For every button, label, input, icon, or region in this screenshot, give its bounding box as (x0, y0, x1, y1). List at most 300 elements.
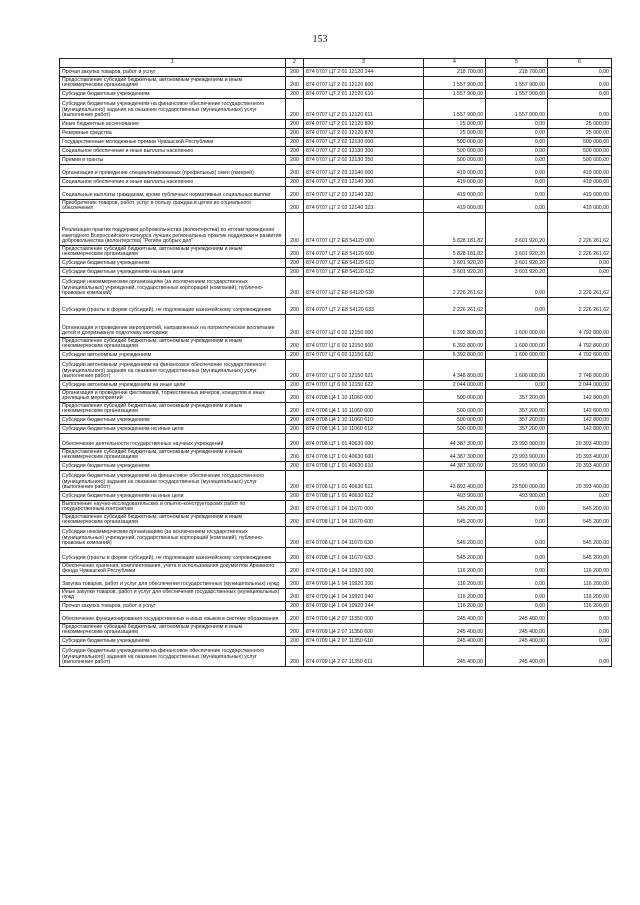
row-line-code-cell: 200 (286, 259, 304, 268)
row-name-cell: Реализация практик поддержки добровольчества (волонтерства) по итогам проведения ежегодного Всероссийского конкурса лучших региональных практик поддержки и развития добровольчества (волонтерства) "Регион добрых дел" (60, 213, 286, 246)
table-row (60, 246, 612, 259)
row-line-code-cell: 200 (286, 268, 304, 277)
row-remaining-cell: 116 200,00 (548, 589, 612, 602)
row-remaining-cell: 0,00 (548, 492, 612, 501)
row-plan-cell: 545 200,00 (424, 514, 486, 527)
table-row (60, 462, 612, 471)
row-executed-cell: 0,00 (486, 501, 548, 514)
row-remaining-cell: 0,00 (548, 611, 612, 624)
row-plan-cell: 2 044 000,00 (424, 381, 486, 390)
row-name-cell: Обеспечение хранения, комплектования, учета и использования документов Архивного фонда Чувашской Республики (60, 563, 286, 576)
row-remaining-cell: 2 226 261,62 (548, 246, 612, 259)
row-plan-cell: 25 000,00 (424, 129, 486, 138)
row-executed-cell: 0,00 (486, 165, 548, 178)
row-name-cell: Субсидии бюджетным учреждениям (60, 416, 286, 425)
table-row (60, 471, 612, 492)
row-budget-code-cell: 874 0707 Ц7 2 01 12120 244 (304, 68, 424, 77)
page-number: 153 (312, 34, 328, 45)
row-remaining-cell: 500 000,00 (548, 156, 612, 165)
row-executed-cell: 357 200,00 (486, 416, 548, 425)
row-name-cell: Субсидии бюджетным учреждениям на финансовое обеспечение государственного (муниципального) задания на оказание государственных (муниципальных) услуг (выполнение работ) (60, 646, 286, 667)
row-plan-cell: 6 392 800,00 (424, 338, 486, 351)
column-header: 3 (304, 59, 424, 68)
row-executed-cell: 1 600 000,00 (486, 360, 548, 381)
table-row (60, 527, 612, 548)
row-plan-cell: 5 828 181,82 (424, 246, 486, 259)
row-budget-code-cell: 874 0709 Ц4 2 07 11350 600 (304, 624, 424, 637)
row-executed-cell: 23 993 900,00 (486, 434, 548, 449)
row-line-code-cell: 200 (286, 338, 304, 351)
row-budget-code-cell: 874 0708 Ц7 1 01 40630 612 (304, 492, 424, 501)
row-name-cell: Резервные средства (60, 129, 286, 138)
row-executed-cell: 0,00 (486, 147, 548, 156)
row-line-code-cell: 200 (286, 147, 304, 156)
row-budget-code-cell: 874 0707 Ц7 2 01 12120 610 (304, 90, 424, 99)
row-budget-code-cell: 874 0707 Ц7 6 02 12150 621 (304, 360, 424, 381)
row-line-code-cell: 200 (286, 90, 304, 99)
row-plan-cell: 419 000,00 (424, 165, 486, 178)
row-remaining-cell: 20 393 400,00 (548, 471, 612, 492)
table-row (60, 381, 612, 390)
row-remaining-cell: 142 800,00 (548, 390, 612, 403)
row-plan-cell: 25 000,00 (424, 120, 486, 129)
row-remaining-cell: 545 200,00 (548, 514, 612, 527)
row-remaining-cell: 545 200,00 (548, 548, 612, 563)
table-row (60, 624, 612, 637)
row-plan-cell: 1 557 900,00 (424, 77, 486, 90)
row-plan-cell: 245 400,00 (424, 637, 486, 646)
row-executed-cell: 0,00 (486, 514, 548, 527)
row-line-code-cell: 200 (286, 403, 304, 416)
table-row (60, 187, 612, 200)
row-executed-cell: 0,00 (486, 381, 548, 390)
row-budget-code-cell: 874 0707 Ц7 2 E8 54120 612 (304, 268, 424, 277)
row-line-code-cell: 200 (286, 187, 304, 200)
row-name-cell: Закупка товаров, работ и услуг для обеспечения государственных (муниципальных) нужд (60, 576, 286, 589)
row-remaining-cell: 25 000,00 (548, 120, 612, 129)
row-name-cell: Социальное обеспечение и иные выплаты населению (60, 178, 286, 187)
row-budget-code-cell: 874 0707 Ц7 2 01 12120 800 (304, 120, 424, 129)
row-name-cell: Обеспечение функционирования государственных и иных языков в системе образования (60, 611, 286, 624)
table-row (60, 501, 612, 514)
row-remaining-cell: 116 200,00 (548, 576, 612, 589)
row-line-code-cell: 200 (286, 548, 304, 563)
row-executed-cell: 1 557 900,00 (486, 90, 548, 99)
row-plan-cell: 500 000,00 (424, 138, 486, 147)
row-executed-cell: 1 600 000,00 (486, 338, 548, 351)
row-name-cell: Субсидии бюджетным учреждениям (60, 259, 286, 268)
column-header: 5 (486, 59, 548, 68)
row-executed-cell: 0,00 (486, 120, 548, 129)
row-budget-code-cell: 874 0708 Ц7 1 01 40630 000 (304, 434, 424, 449)
row-executed-cell: 0,00 (486, 602, 548, 611)
row-executed-cell: 0,00 (486, 576, 548, 589)
table-row (60, 68, 612, 77)
table-row (60, 77, 612, 90)
row-remaining-cell: 2 226 261,62 (548, 213, 612, 246)
row-executed-cell: 1 557 900,00 (486, 77, 548, 90)
row-remaining-cell: 419 000,00 (548, 187, 612, 200)
row-budget-code-cell: 874 0708 Ц7 1 04 11670 000 (304, 501, 424, 514)
row-budget-code-cell: 874 0707 Ц7 6 02 12150 600 (304, 338, 424, 351)
row-plan-cell: 116 200,00 (424, 563, 486, 576)
table-row (60, 259, 612, 268)
table-row (60, 165, 612, 178)
row-budget-code-cell: 874 0709 Ц4 2 07 11350 000 (304, 611, 424, 624)
row-remaining-cell: 142 800,00 (548, 403, 612, 416)
row-name-cell: Субсидии автономным учреждениям на финансовое обеспечение государственного (муниципального) задания на оказание государственных (муниципальных) услуг (выполнение работ) (60, 360, 286, 381)
row-plan-cell: 218 700,00 (424, 68, 486, 77)
table-row (60, 90, 612, 99)
row-executed-cell: 0,00 (486, 548, 548, 563)
table-row (60, 390, 612, 403)
row-name-cell: Субсидии бюджетным учреждениям на иные цели (60, 425, 286, 434)
row-executed-cell: 357 200,00 (486, 390, 548, 403)
row-name-cell: Премии и гранты (60, 156, 286, 165)
row-executed-cell: 0,00 (486, 277, 548, 298)
row-remaining-cell: 2 748 800,00 (548, 360, 612, 381)
row-plan-cell: 419 000,00 (424, 178, 486, 187)
row-budget-code-cell: 874 0709 Ц4 1 04 10920 200 (304, 576, 424, 589)
row-name-cell: Субсидии бюджетным учреждениям на иные цели (60, 268, 286, 277)
row-plan-cell: 419 000,00 (424, 200, 486, 213)
row-name-cell: Прочая закупка товаров, работ и услуг (60, 602, 286, 611)
row-remaining-cell: 545 200,00 (548, 527, 612, 548)
table-row (60, 213, 612, 246)
row-remaining-cell: 25 000,00 (548, 129, 612, 138)
row-executed-cell: 23 500 000,00 (486, 471, 548, 492)
row-budget-code-cell: 874 0709 Ц4 1 04 10920 244 (304, 602, 424, 611)
row-budget-code-cell: 874 0708 Ц4 1 10 11060 610 (304, 416, 424, 425)
table-row (60, 268, 612, 277)
table-row (60, 611, 612, 624)
row-executed-cell: 0,00 (486, 138, 548, 147)
row-line-code-cell: 200 (286, 646, 304, 667)
row-line-code-cell: 200 (286, 576, 304, 589)
table-row (60, 514, 612, 527)
row-plan-cell: 500 000,00 (424, 416, 486, 425)
row-remaining-cell: 419 000,00 (548, 200, 612, 213)
row-plan-cell: 545 200,00 (424, 501, 486, 514)
row-name-cell: Субсидии (гранты в форме субсидий), не подлежащие казначейскому сопровождению (60, 548, 286, 563)
row-remaining-cell: 419 000,00 (548, 178, 612, 187)
row-line-code-cell: 200 (286, 200, 304, 213)
row-executed-cell: 1 600 000,00 (486, 315, 548, 338)
row-remaining-cell: 2 226 261,62 (548, 277, 612, 298)
row-executed-cell: 3 601 920,20 (486, 259, 548, 268)
row-budget-code-cell: 874 0707 Ц7 2 03 12140 300 (304, 178, 424, 187)
table-row (60, 646, 612, 667)
row-plan-cell: 2 226 261,62 (424, 298, 486, 315)
table-row (60, 589, 612, 602)
row-name-cell: Государственные молодежные премии Чувашской Республики (60, 138, 286, 147)
row-executed-cell: 245 400,00 (486, 646, 548, 667)
row-plan-cell: 116 200,00 (424, 589, 486, 602)
row-line-code-cell: 200 (286, 120, 304, 129)
table-row (60, 200, 612, 213)
row-name-cell: Организация и проведение фестивалей, торжественных вечеров, концертов и иных зрелищных мероприятий (60, 390, 286, 403)
row-executed-cell: 0,00 (486, 563, 548, 576)
table-row (60, 434, 612, 449)
row-remaining-cell: 0,00 (548, 77, 612, 90)
row-line-code-cell: 200 (286, 462, 304, 471)
row-budget-code-cell: 874 0708 Ц7 1 01 40630 611 (304, 471, 424, 492)
row-line-code-cell: 200 (286, 156, 304, 165)
row-remaining-cell: 142 800,00 (548, 416, 612, 425)
row-line-code-cell: 200 (286, 514, 304, 527)
row-line-code-cell: 200 (286, 563, 304, 576)
row-executed-cell: 0,00 (486, 298, 548, 315)
table-row (60, 147, 612, 156)
table-row (60, 602, 612, 611)
row-name-cell: Предоставление субсидий бюджетным, автономным учреждениям и иным некоммерческим организациям (60, 624, 286, 637)
row-name-cell: Предоставление субсидий бюджетным, автономным учреждениям и иным некоммерческим организациям (60, 338, 286, 351)
row-remaining-cell: 2 226 261,62 (548, 298, 612, 315)
column-header: 4 (424, 59, 486, 68)
row-remaining-cell: 419 000,00 (548, 165, 612, 178)
row-line-code-cell: 200 (286, 138, 304, 147)
row-remaining-cell: 0,00 (548, 637, 612, 646)
row-remaining-cell: 500 000,00 (548, 138, 612, 147)
row-remaining-cell: 0,00 (548, 90, 612, 99)
table-row (60, 129, 612, 138)
table-row (60, 403, 612, 416)
row-plan-cell: 500 000,00 (424, 147, 486, 156)
row-executed-cell: 0,00 (486, 178, 548, 187)
row-line-code-cell: 200 (286, 360, 304, 381)
row-executed-cell: 3 601 920,20 (486, 268, 548, 277)
row-name-cell: Обеспечение деятельности государственных научных учреждений (60, 434, 286, 449)
row-plan-cell: 245 400,00 (424, 624, 486, 637)
row-plan-cell: 245 400,00 (424, 611, 486, 624)
row-name-cell: Прочая закупка товаров, работ и услуг (60, 68, 286, 77)
row-budget-code-cell: 874 0707 Ц7 2 E8 54120 600 (304, 246, 424, 259)
row-remaining-cell: 0,00 (548, 646, 612, 667)
row-plan-cell: 3 601 920,20 (424, 259, 486, 268)
row-line-code-cell: 200 (286, 277, 304, 298)
row-executed-cell: 0,00 (486, 156, 548, 165)
table-row (60, 492, 612, 501)
table-row (60, 298, 612, 315)
row-budget-code-cell: 874 0707 Ц7 6 02 12150 000 (304, 315, 424, 338)
row-executed-cell: 493 900,00 (486, 492, 548, 501)
row-line-code-cell: 200 (286, 381, 304, 390)
column-header: 1 (60, 59, 286, 68)
row-budget-code-cell: 874 0707 Ц7 2 E8 54120 633 (304, 298, 424, 315)
row-name-cell: Иные закупки товаров, работ и услуг для обеспечения государственных (муниципальных) нужд (60, 589, 286, 602)
row-name-cell: Субсидии некоммерческим организациям (за исключением государственных (муниципальных) учреждений, государственных корпораций (компаний), публично-правовых компаний) (60, 527, 286, 548)
row-executed-cell: 0,00 (486, 129, 548, 138)
row-plan-cell: 545 200,00 (424, 527, 486, 548)
row-budget-code-cell: 874 0707 Ц7 6 02 12150 620 (304, 351, 424, 360)
row-name-cell: Субсидии некоммерческим организациям (за исключением государственных (муниципальных) учреждений, государственных корпораций (компаний), публично-правовых компаний) (60, 277, 286, 298)
row-plan-cell: 43 893 400,00 (424, 471, 486, 492)
table-row (60, 548, 612, 563)
row-name-cell: Субсидии автономным учреждениям на иные цели (60, 381, 286, 390)
table-row (60, 416, 612, 425)
row-remaining-cell: 2 044 000,00 (548, 381, 612, 390)
row-line-code-cell: 200 (286, 129, 304, 138)
row-name-cell: Субсидии бюджетным учреждениям на финансовое обеспечение государственного (муниципального) задания на оказание государственных (муниципальных) услуг (выполнение работ) (60, 99, 286, 120)
row-name-cell: Субсидии (гранты в форме субсидий), не подлежащие казначейскому сопровождению (60, 298, 286, 315)
row-name-cell: Социальное обеспечение и иные выплаты населению (60, 147, 286, 156)
table-row (60, 277, 612, 298)
row-executed-cell: 218 700,00 (486, 68, 548, 77)
row-name-cell: Субсидии бюджетным учреждениям на финансовое обеспечение государственного (муниципального) задания на оказание государственных (муниципальных) услуг (выполнение работ) (60, 471, 286, 492)
row-remaining-cell: 4 792 800,00 (548, 351, 612, 360)
row-executed-cell: 0,00 (486, 589, 548, 602)
row-name-cell: Субсидии автономным учреждениям (60, 351, 286, 360)
row-budget-code-cell: 874 0708 Ц7 1 04 11670 600 (304, 514, 424, 527)
row-plan-cell: 1 557 900,00 (424, 90, 486, 99)
row-remaining-cell: 20 393 400,00 (548, 434, 612, 449)
row-line-code-cell: 200 (286, 298, 304, 315)
row-executed-cell: 3 601 920,20 (486, 213, 548, 246)
row-name-cell: Субсидии бюджетным учреждениям (60, 637, 286, 646)
table-row (60, 576, 612, 589)
row-name-cell: Выполнение научно-исследовательских и опытно-конструкторских работ по государственным контрактам (60, 501, 286, 514)
row-line-code-cell: 200 (286, 390, 304, 403)
row-plan-cell: 44 387 300,00 (424, 434, 486, 449)
table-row (60, 156, 612, 165)
row-budget-code-cell: 874 0708 Ц7 1 01 40630 600 (304, 449, 424, 462)
row-line-code-cell: 200 (286, 416, 304, 425)
row-budget-code-cell: 874 0707 Ц7 2 03 12140 000 (304, 165, 424, 178)
row-budget-code-cell: 874 0708 Ц4 1 10 11060 612 (304, 425, 424, 434)
row-plan-cell: 3 601 920,20 (424, 268, 486, 277)
row-executed-cell: 357 200,00 (486, 425, 548, 434)
row-plan-cell: 500 000,00 (424, 156, 486, 165)
row-line-code-cell: 200 (286, 77, 304, 90)
row-line-code-cell: 200 (286, 434, 304, 449)
row-line-code-cell: 200 (286, 165, 304, 178)
row-plan-cell: 116 200,00 (424, 576, 486, 589)
table-row (60, 351, 612, 360)
row-name-cell: Иные бюджетные ассигнования (60, 120, 286, 129)
row-name-cell: Предоставление субсидий бюджетным, автономным учреждениям и иным некоммерческим организациям (60, 449, 286, 462)
row-remaining-cell: 4 792 800,00 (548, 315, 612, 338)
row-remaining-cell: 20 393 400,00 (548, 462, 612, 471)
table-row (60, 138, 612, 147)
row-budget-code-cell: 874 0709 Ц4 2 07 11350 610 (304, 637, 424, 646)
row-line-code-cell: 200 (286, 99, 304, 120)
row-budget-code-cell: 874 0707 Ц7 2 03 12140 320 (304, 187, 424, 200)
row-plan-cell: 545 200,00 (424, 548, 486, 563)
row-line-code-cell: 200 (286, 213, 304, 246)
row-name-cell: Предоставление субсидий бюджетным, автономным учреждениям и иным некоммерческим организациям (60, 246, 286, 259)
table-row (60, 338, 612, 351)
row-remaining-cell: 142 800,00 (548, 425, 612, 434)
row-executed-cell: 23 993 900,00 (486, 449, 548, 462)
table-row (60, 449, 612, 462)
table-row (60, 120, 612, 129)
row-plan-cell: 5 828 181,82 (424, 213, 486, 246)
table-row (60, 425, 612, 434)
row-budget-code-cell: 874 0707 Ц7 2 E8 54120 630 (304, 277, 424, 298)
row-line-code-cell: 200 (286, 611, 304, 624)
row-executed-cell: 3 601 920,20 (486, 246, 548, 259)
row-budget-code-cell: 874 0708 Ц7 1 04 11670 633 (304, 548, 424, 563)
column-header: 2 (286, 59, 304, 68)
row-name-cell: Социальные выплаты гражданам, кроме публичных нормативных социальных выплат (60, 187, 286, 200)
row-plan-cell: 419 000,00 (424, 187, 486, 200)
row-remaining-cell: 0,00 (548, 624, 612, 637)
row-plan-cell: 245 400,00 (424, 646, 486, 667)
row-line-code-cell: 200 (286, 315, 304, 338)
row-budget-code-cell: 874 0707 Ц7 2 02 12130 350 (304, 156, 424, 165)
row-plan-cell: 2 226 261,62 (424, 277, 486, 298)
row-line-code-cell: 200 (286, 68, 304, 77)
row-plan-cell: 493 900,00 (424, 492, 486, 501)
row-remaining-cell: 545 200,00 (548, 501, 612, 514)
row-plan-cell: 500 000,00 (424, 403, 486, 416)
table-body (60, 68, 612, 667)
row-executed-cell: 1 557 900,00 (486, 99, 548, 120)
row-name-cell: Предоставление субсидий бюджетным, автономным учреждениям и иным некоммерческим организациям (60, 514, 286, 527)
row-budget-code-cell: 874 0708 Ц7 1 01 40630 610 (304, 462, 424, 471)
row-line-code-cell: 200 (286, 527, 304, 548)
row-remaining-cell: 116 200,00 (548, 602, 612, 611)
row-budget-code-cell: 874 0707 Ц7 2 E8 54120 000 (304, 213, 424, 246)
row-name-cell: Предоставление субсидий бюджетным, автономным учреждениям и иным некоммерческим организациям (60, 77, 286, 90)
row-remaining-cell: 0,00 (548, 259, 612, 268)
row-budget-code-cell: 874 0707 Ц7 2 01 12120 870 (304, 129, 424, 138)
row-budget-code-cell: 874 0709 Ц4 1 04 10920 000 (304, 563, 424, 576)
row-line-code-cell: 200 (286, 637, 304, 646)
column-header: 6 (548, 59, 612, 68)
row-line-code-cell: 200 (286, 589, 304, 602)
row-line-code-cell: 200 (286, 602, 304, 611)
row-name-cell: Предоставление субсидий бюджетным, автономным учреждениям и иным некоммерческим организациям (60, 403, 286, 416)
row-name-cell: Субсидии бюджетным учреждениям (60, 90, 286, 99)
row-executed-cell: 357 200,00 (486, 403, 548, 416)
row-executed-cell: 0,00 (486, 187, 548, 200)
budget-table (59, 58, 612, 667)
row-line-code-cell: 200 (286, 449, 304, 462)
row-remaining-cell: 20 393 400,00 (548, 449, 612, 462)
row-name-cell: Приобретение товаров, работ, услуг в пользу граждан в целях их социального обеспечения (60, 200, 286, 213)
table-row (60, 99, 612, 120)
table-row (60, 360, 612, 381)
table-row (60, 315, 612, 338)
row-name-cell: Организация и проведение мероприятий, направленных на патриотическое воспитание детей и допризывную подготовку молодежи (60, 315, 286, 338)
row-plan-cell: 6 392 800,00 (424, 315, 486, 338)
row-line-code-cell: 200 (286, 492, 304, 501)
row-plan-cell: 1 557 900,00 (424, 99, 486, 120)
row-name-cell: Субсидии бюджетным учреждениям (60, 462, 286, 471)
row-line-code-cell: 200 (286, 246, 304, 259)
table-row (60, 637, 612, 646)
row-remaining-cell: 0,00 (548, 68, 612, 77)
row-line-code-cell: 200 (286, 425, 304, 434)
row-line-code-cell: 200 (286, 624, 304, 637)
row-executed-cell: 23 993 900,00 (486, 462, 548, 471)
row-plan-cell: 500 000,00 (424, 425, 486, 434)
row-plan-cell: 44 387 300,00 (424, 462, 486, 471)
row-remaining-cell: 116 200,00 (548, 563, 612, 576)
row-executed-cell: 0,00 (486, 200, 548, 213)
row-budget-code-cell: 874 0707 Ц7 6 02 12150 622 (304, 381, 424, 390)
table-row (60, 563, 612, 576)
row-name-cell: Субсидии бюджетным учреждениям на иные цели (60, 492, 286, 501)
row-line-code-cell: 200 (286, 471, 304, 492)
row-budget-code-cell: 874 0707 Ц7 2 E8 54120 610 (304, 259, 424, 268)
row-budget-code-cell: 874 0707 Ц7 2 01 12120 600 (304, 77, 424, 90)
row-plan-cell: 500 000,00 (424, 390, 486, 403)
row-remaining-cell: 0,00 (548, 268, 612, 277)
row-remaining-cell: 500 000,00 (548, 147, 612, 156)
row-executed-cell: 0,00 (486, 527, 548, 548)
